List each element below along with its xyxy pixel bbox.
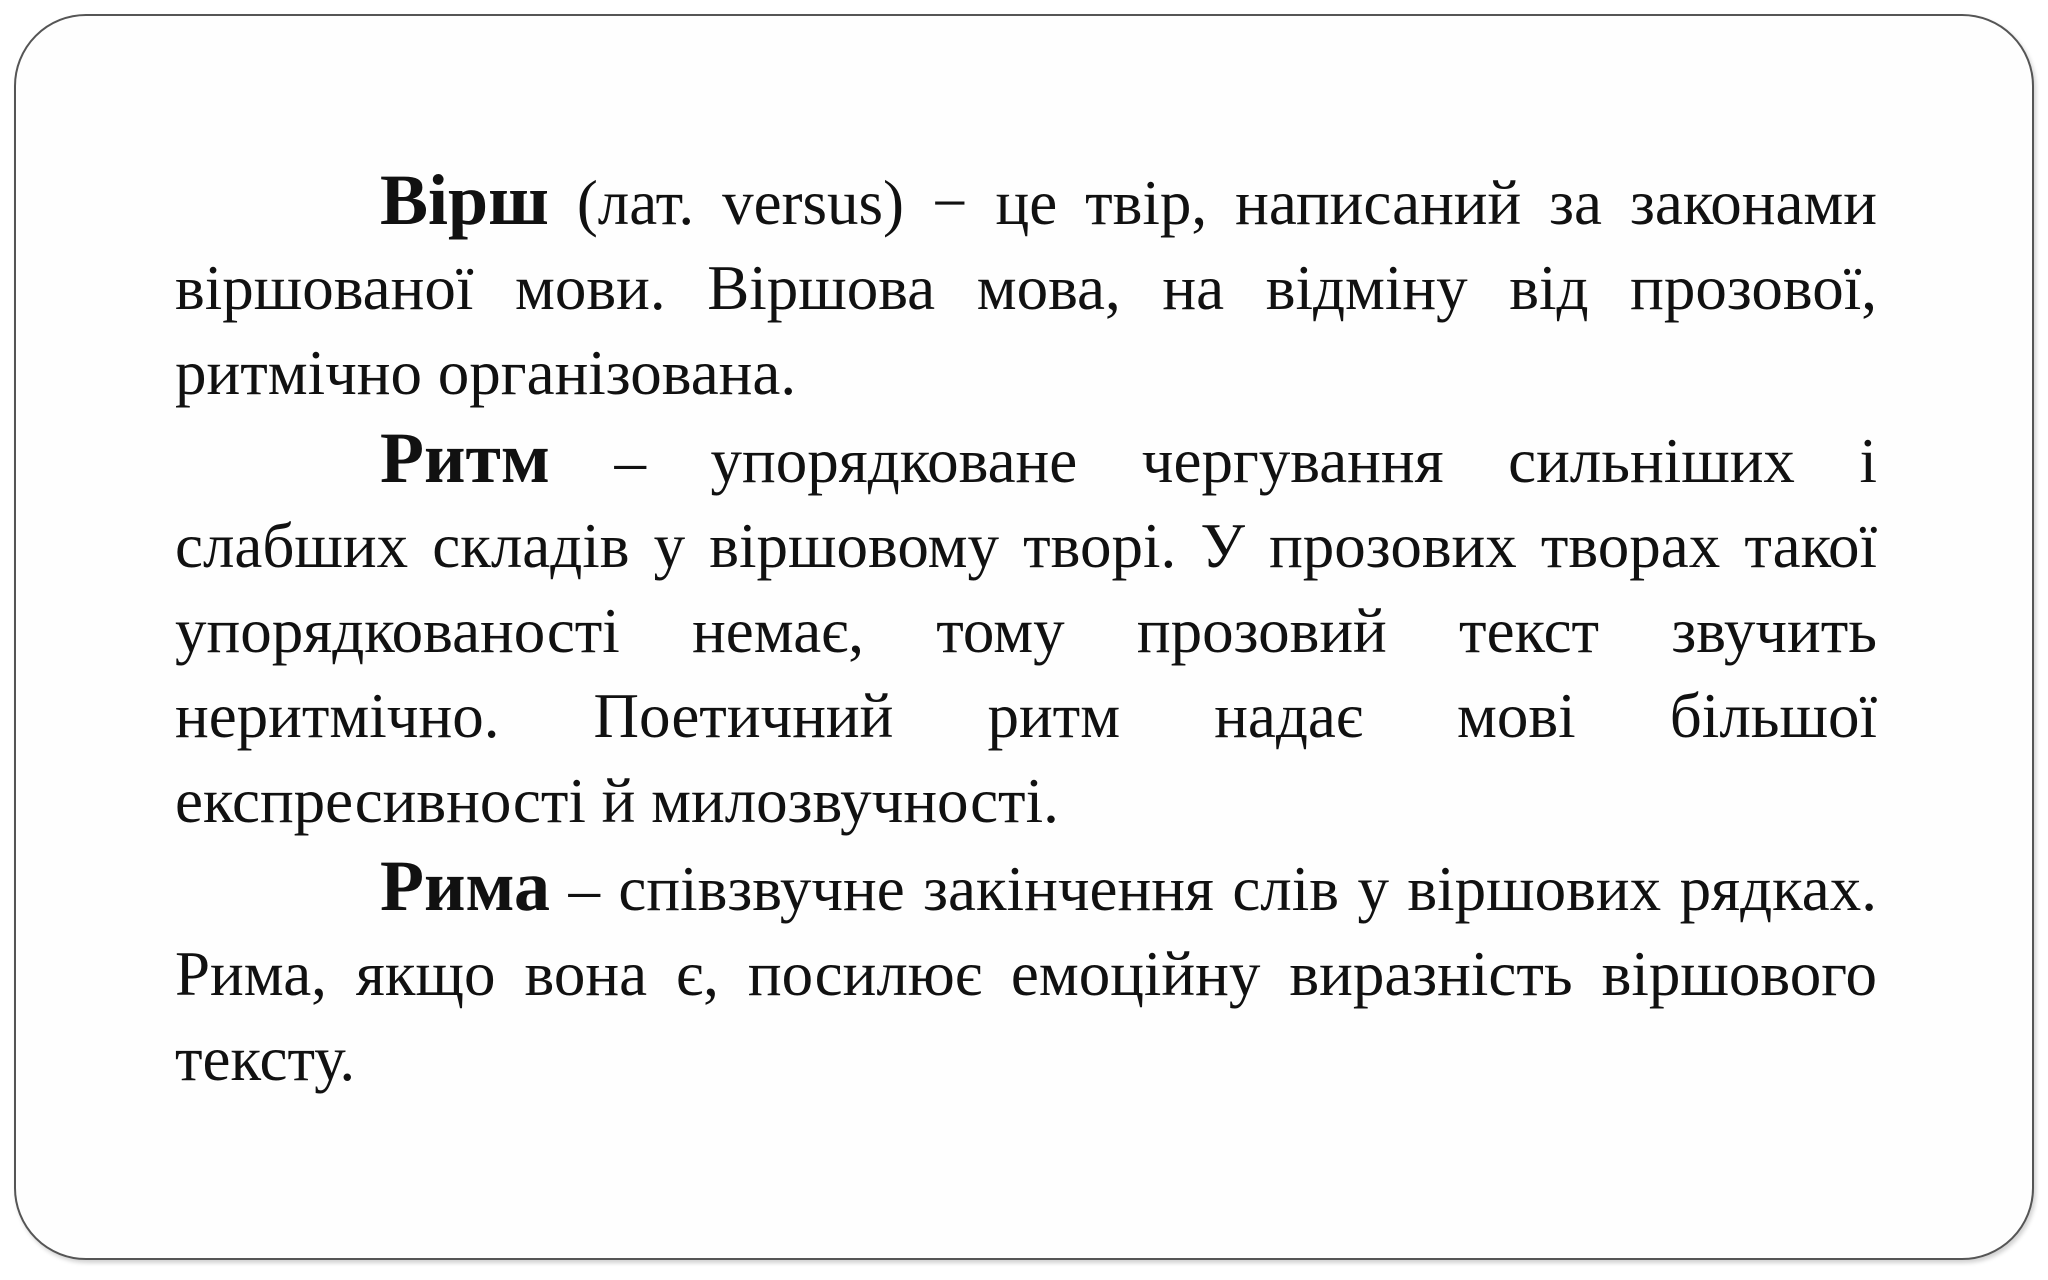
paragraph-ryma bbox=[175, 844, 1877, 1102]
definition-vírsh: (лат. versus) − це твір, написаний за законами віршованої мови. Віршова мова, на відміну від прозової, ритмічно організована. bbox=[175, 168, 1877, 408]
definition-ryma: – співзвучне закінчення слів у віршових рядках. Рима, якщо вона є, посилює емоційну виразність віршового тексту. bbox=[175, 854, 1877, 1094]
paragraph-vírsh bbox=[175, 158, 1877, 416]
slide-content bbox=[175, 158, 1877, 1102]
term-ryma: Рима bbox=[380, 846, 551, 926]
term-rytm: Ритм bbox=[380, 418, 550, 498]
paragraph-rytm bbox=[175, 416, 1877, 844]
term-vírsh: Вірш bbox=[380, 160, 549, 240]
definition-rytm: – упорядковане чергування сильніших і слабших складів у віршовому творі. У прозових творах такої упорядкованості немає, тому прозовий текст звучить неритмічно. Поетичний ритм надає мові більшої експресивності й милозвучності. bbox=[175, 426, 1877, 836]
